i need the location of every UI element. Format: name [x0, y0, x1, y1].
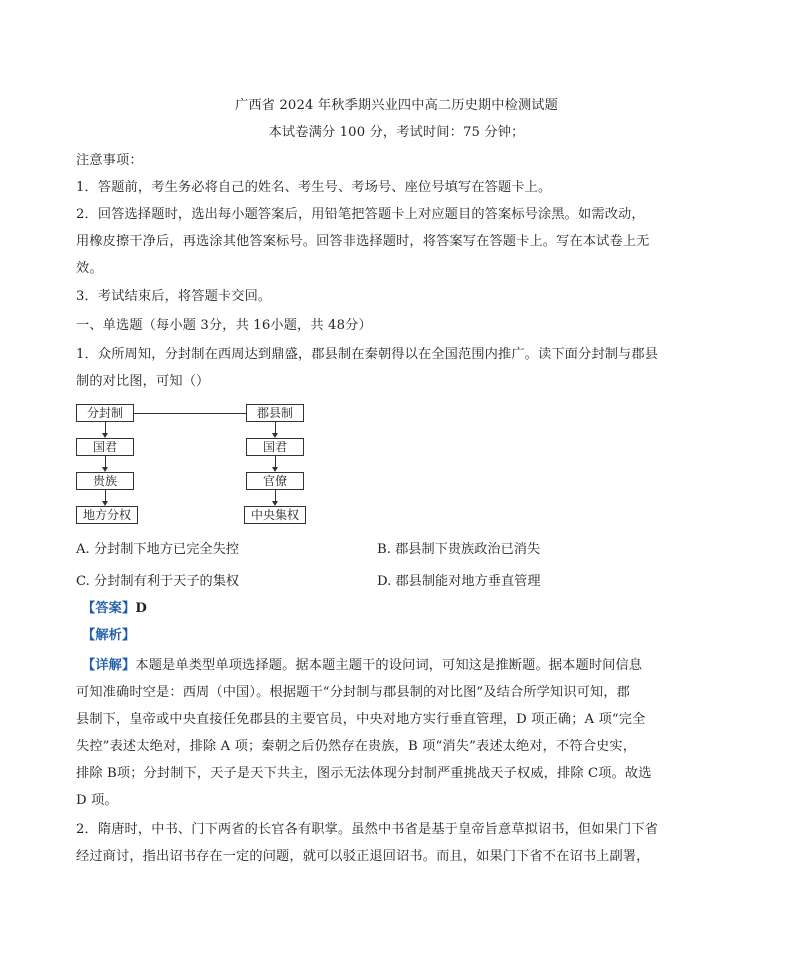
note-1: 1．答题前，考生务必将自己的姓名、考生号、考场号、座位号填写在答题卡上。	[76, 180, 552, 195]
q1-answer	[82, 599, 702, 618]
detail-text: 本题是单类型单项选择题。据本题主题干的设问词，可知这是推断题。据本题时间信息	[135, 658, 643, 673]
diagram-box-left-monarch: 国君	[76, 438, 134, 456]
q1-option-b: B. 郡县制下贵族政治已消失	[377, 542, 541, 557]
diagram-arrow-line	[275, 490, 276, 501]
analysis-label: 【解析】	[82, 628, 136, 643]
note-2-line-2: 用橡皮擦干净后，再选涂其他答案标号。回答非选择题时，将答案写在答题卡上。写在本试卷上无	[76, 234, 650, 249]
q1-stem-line-2: 制的对比图，可知（）	[76, 374, 210, 389]
diagram-box-bureaucracy: 官僚	[246, 472, 304, 490]
detail-label: 【详解】	[82, 658, 136, 673]
answer-label: 【答案】	[82, 601, 136, 616]
page-title: 广西省 2024 年秋季期兴业四中高二历史期中检测试题	[235, 98, 558, 113]
arrow-down-icon	[272, 433, 278, 438]
q1-option-d: D. 郡县制能对地方垂直管理	[377, 574, 541, 589]
q1-detail-line-1	[82, 656, 702, 675]
diagram-arrow-line	[105, 422, 106, 433]
q2-stem-line-1: 2．隋唐时，中书、门下两省的长官各有职掌。虽然中书省是基于皇帝旨意草拟诏书，但如果门下省	[76, 822, 659, 837]
note-3: 3．考试结束后，将答题卡交回。	[76, 289, 272, 304]
arrow-down-icon	[102, 433, 108, 438]
diagram-arrow-line	[275, 456, 276, 467]
answer-value: D	[135, 601, 147, 616]
arrow-down-icon	[102, 501, 108, 506]
diagram-connector	[134, 413, 246, 414]
comparison-diagram	[76, 402, 306, 528]
diagram-box-right-monarch: 国君	[246, 438, 304, 456]
q1-option-c: C. 分封制有利于天子的集权	[76, 574, 240, 589]
diagram-arrow-line	[105, 456, 106, 467]
arrow-down-icon	[272, 467, 278, 472]
q2-stem-line-2: 经过商讨，指出诏书存在一定的问题，就可以驳正退回诏书。而且，如果门下省不在诏书上副署，	[76, 849, 650, 864]
note-2-line-3: 效。	[76, 261, 103, 276]
diagram-box-fengjian: 分封制	[76, 404, 134, 422]
q1-detail-line-6: D 项。	[76, 793, 118, 808]
page-subtitle: 本试卷满分 100 分，考试时间：75 分钟；	[268, 125, 525, 140]
notes-heading: 注意事项：	[76, 153, 143, 168]
q1-option-a: A. 分封制下地方已完全失控	[76, 542, 239, 557]
arrow-down-icon	[102, 467, 108, 472]
diagram-box-centralization: 中央集权	[244, 506, 306, 524]
q1-analysis	[82, 626, 702, 645]
q1-detail-line-5: 排除 B项；分封制下，天子是天下共主，图示无法体现分封制严重挑战天子权威，排除 C项。故选	[76, 766, 652, 781]
note-2-line-1: 2．回答选择题时，选出每小题答案后，用铅笔把答题卡上对应题目的答案标号涂黑。如需改动，	[76, 207, 645, 222]
section-heading: 一、单选题（每小题 3分，共 16小题，共 48分）	[76, 318, 372, 333]
arrow-down-icon	[272, 501, 278, 506]
diagram-arrow-line	[275, 422, 276, 433]
q1-stem-line-1: 1．众所周知，分封制在西周达到鼎盛，郡县制在秦朝得以在全国范围内推广。读下面分封制与郡县	[76, 347, 659, 362]
diagram-box-junxian: 郡县制	[246, 404, 304, 422]
q1-detail-line-3: 县制下，皇帝或中央直接任免郡县的主要官员，中央对地方实行垂直管理，D 项正确；A 项“完全	[76, 712, 646, 727]
diagram-arrow-line	[105, 490, 106, 501]
q1-detail-line-2: 可知准确时空是：西周（中国）。根据题干“分封制与郡县制的对比图”及结合所学知识可知，郡	[76, 685, 631, 700]
diagram-box-nobility: 贵族	[76, 472, 134, 490]
q1-detail-line-4: 失控”表述太绝对，排除 A 项；秦朝之后仍然存在贵族，B 项“消失”表述太绝对，不符合史实，	[76, 739, 637, 754]
diagram-box-local-power: 地方分权	[76, 506, 138, 524]
